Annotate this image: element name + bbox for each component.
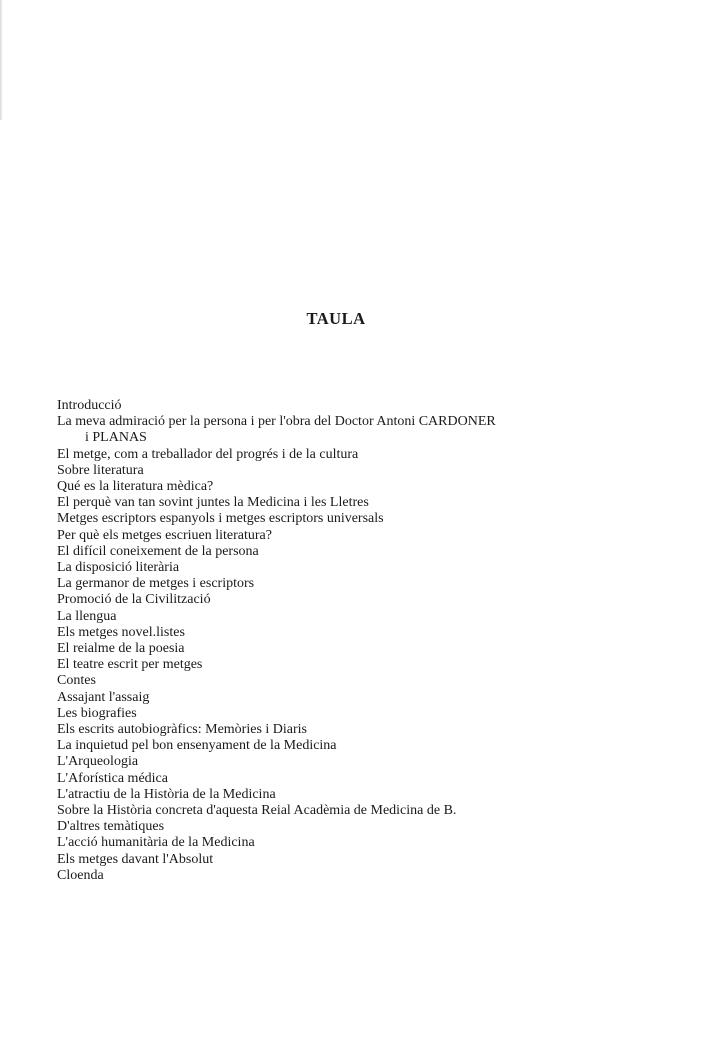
toc-entry: El reialme de la poesia bbox=[57, 641, 185, 657]
toc-entry: Sobre literatura bbox=[57, 462, 144, 478]
toc-entry: Assajant l'assaig bbox=[57, 689, 150, 705]
toc-entry: Introducció bbox=[57, 398, 122, 413]
toc-entry: Qué es la literatura mèdica? bbox=[57, 479, 214, 495]
page-edge-shadow bbox=[0, 0, 3, 120]
toc-entry: La inquietud pel bon ensenyament de la Medicina bbox=[57, 738, 337, 754]
toc-entry: D'altres temàtiques bbox=[57, 819, 165, 835]
toc-entry: La germanor de metges i escriptors bbox=[57, 576, 255, 592]
toc-entry: Les biografies bbox=[57, 705, 137, 721]
toc-entry: L'Aforística médica bbox=[57, 770, 168, 786]
toc-entry: Contes bbox=[57, 673, 96, 689]
table-of-contents bbox=[57, 398, 657, 884]
toc-entry: Els metges davant l'Absolut bbox=[57, 851, 214, 867]
toc-entry: Els escrits autobiogràfics: Memòries i Diaris bbox=[57, 722, 307, 738]
toc-entry: El perquè van tan sovint juntes la Medicina i les Lletres bbox=[57, 495, 369, 511]
toc-entry: La llengua bbox=[57, 608, 117, 624]
toc-entry: Metges escriptors espanyols i metges escriptors universals bbox=[57, 511, 384, 527]
page-title: TAULA bbox=[306, 309, 366, 328]
toc-entry: Cloenda bbox=[57, 867, 104, 883]
toc-entry: Sobre la Història concreta d'aquesta Reial Acadèmia de Medicina de B. bbox=[57, 803, 457, 819]
toc-entry: El metge, com a treballador del progrés i de la cultura bbox=[57, 446, 359, 462]
toc-entry: Promoció de la Civilització bbox=[57, 592, 211, 608]
toc-entry-continuation: i PLANAS bbox=[85, 430, 147, 446]
toc-entry-line: La meva admiració per la persona i per l'obra del Doctor Antoni CARDONER bbox=[57, 414, 496, 430]
toc-entry: El difícil coneixement de la persona bbox=[57, 543, 259, 559]
toc-entry: L'atractiu de la Història de la Medicina bbox=[57, 786, 276, 802]
toc-entry: Els metges novel.listes bbox=[57, 624, 185, 640]
toc-entry: L'Arqueologia bbox=[57, 754, 139, 770]
toc-entry: L'acció humanitària de la Medicina bbox=[57, 835, 255, 851]
toc-entry: La disposició literària bbox=[57, 560, 180, 576]
toc-entry bbox=[57, 414, 657, 446]
toc-entry: El teatre escrit per metges bbox=[57, 657, 203, 673]
toc-entry: Per què els metges escriuen literatura? bbox=[57, 527, 272, 543]
